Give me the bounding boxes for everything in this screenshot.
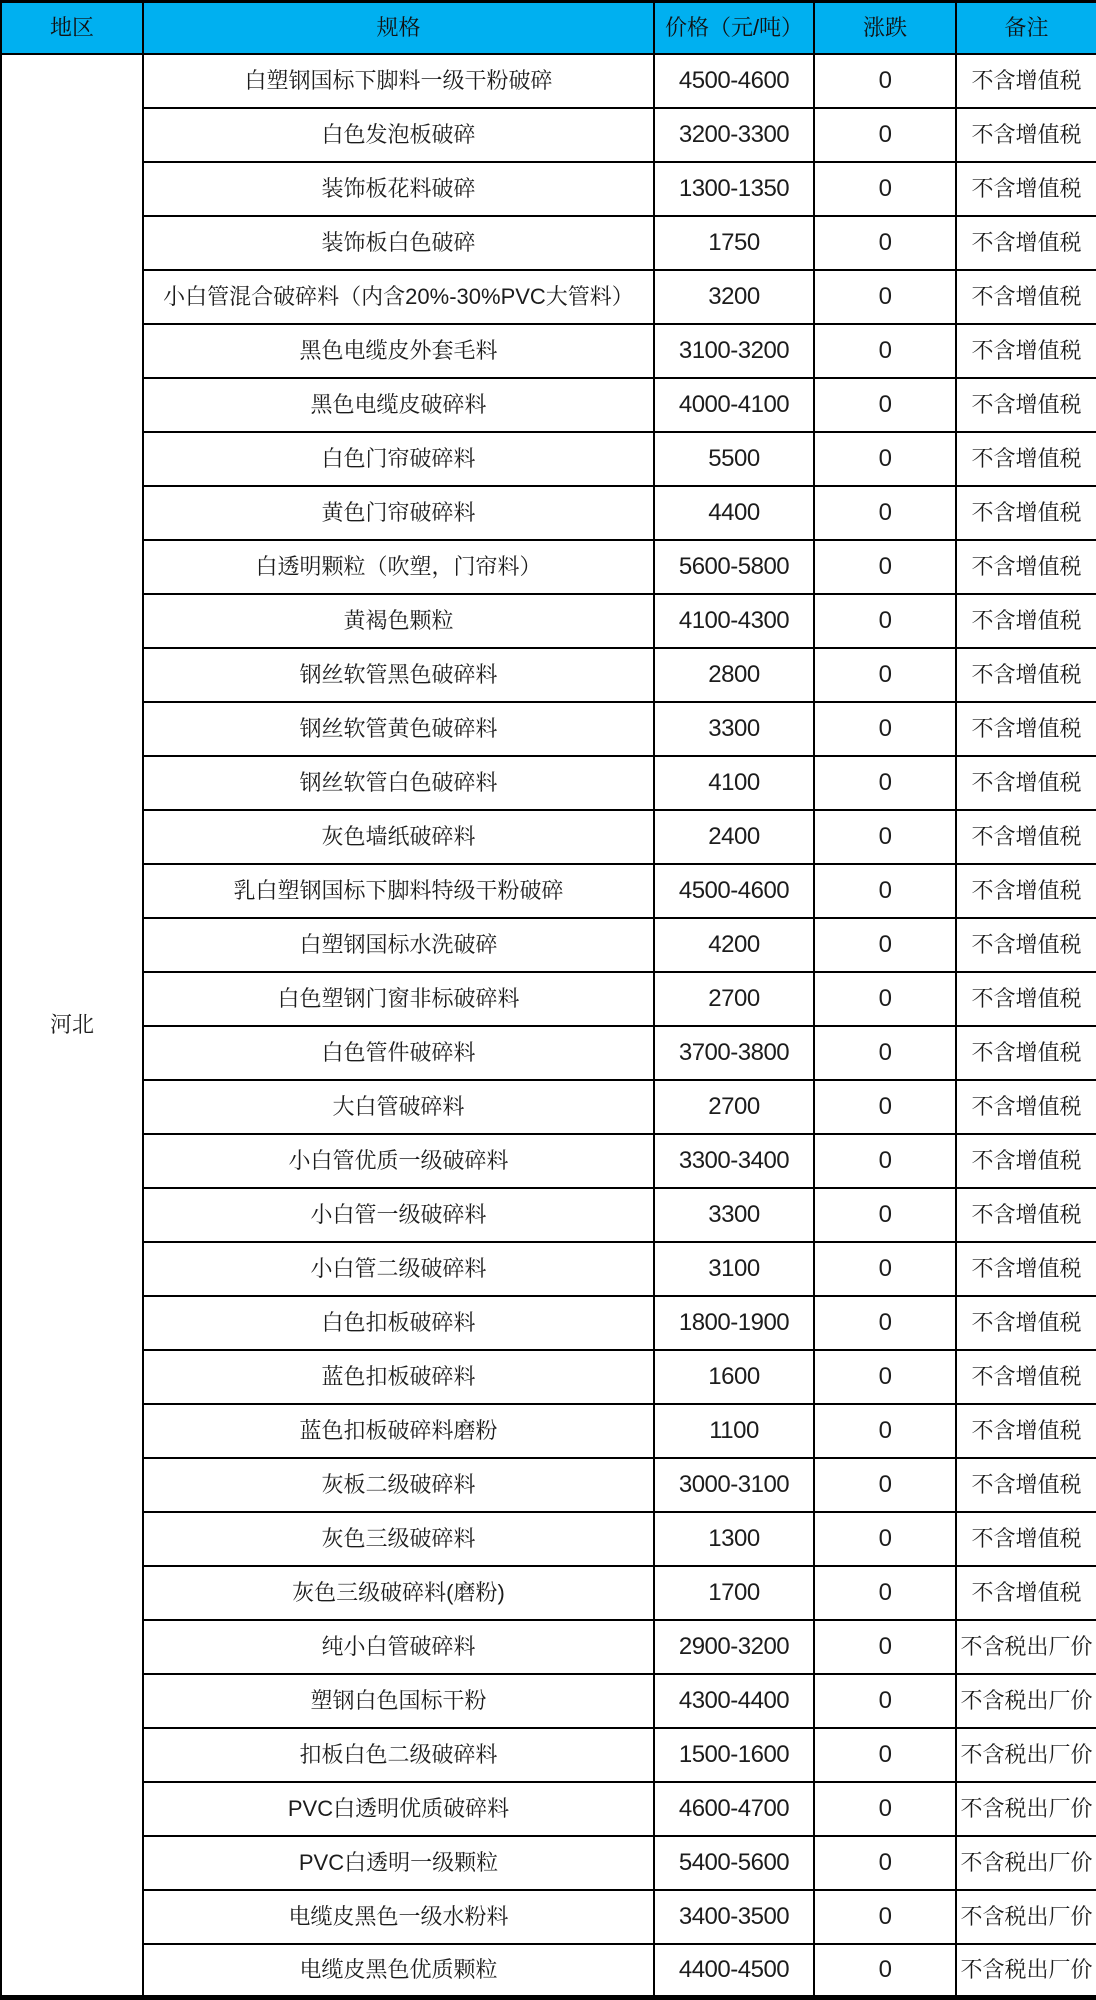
note-cell: 不含增值税 [956, 1512, 1096, 1566]
price-cell: 5400-5600 [654, 1836, 814, 1890]
price-cell: 4100 [654, 756, 814, 810]
price-cell: 1700 [654, 1566, 814, 1620]
note-cell: 不含税出厂价 [956, 1890, 1096, 1944]
price-cell: 1750 [654, 216, 814, 270]
table-row [1, 918, 1096, 972]
table-row [1, 1674, 1096, 1728]
header-price: 价格（元/吨） [654, 2, 814, 54]
header-spec: 规格 [143, 2, 654, 54]
change-cell: 0 [814, 540, 956, 594]
table-row [1, 108, 1096, 162]
table-row [1, 1350, 1096, 1404]
price-cell: 1500-1600 [654, 1728, 814, 1782]
spec-cell: 扣板白色二级破碎料 [143, 1728, 654, 1782]
spec-cell: 装饰板花料破碎 [143, 162, 654, 216]
table-row [1, 378, 1096, 432]
table-header [1, 2, 1096, 54]
price-cell: 2700 [654, 1080, 814, 1134]
table-row [1, 1242, 1096, 1296]
note-cell: 不含税出厂价 [956, 1836, 1096, 1890]
note-cell: 不含增值税 [956, 702, 1096, 756]
header-row [1, 2, 1096, 54]
table-row [1, 1404, 1096, 1458]
price-cell: 4400-4500 [654, 1944, 814, 1998]
table-row [1, 1296, 1096, 1350]
change-cell: 0 [814, 1242, 956, 1296]
table-row [1, 594, 1096, 648]
header-change: 涨跌 [814, 2, 956, 54]
note-cell: 不含增值税 [956, 324, 1096, 378]
price-cell: 1800-1900 [654, 1296, 814, 1350]
spec-cell: 白色门帘破碎料 [143, 432, 654, 486]
note-cell: 不含增值税 [956, 810, 1096, 864]
change-cell: 0 [814, 1188, 956, 1242]
table-row [1, 810, 1096, 864]
header-note: 备注 [956, 2, 1096, 54]
note-cell: 不含税出厂价 [956, 1674, 1096, 1728]
note-cell: 不含增值税 [956, 216, 1096, 270]
spec-cell: 电缆皮黑色优质颗粒 [143, 1944, 654, 1998]
spec-cell: 电缆皮黑色一级水粉料 [143, 1890, 654, 1944]
spec-cell: 灰色三级破碎料 [143, 1512, 654, 1566]
table-row [1, 1728, 1096, 1782]
table-body [1, 54, 1096, 1998]
price-cell: 1100 [654, 1404, 814, 1458]
price-cell: 2700 [654, 972, 814, 1026]
spec-cell: 大白管破碎料 [143, 1080, 654, 1134]
table-row [1, 1458, 1096, 1512]
change-cell: 0 [814, 972, 956, 1026]
change-cell: 0 [814, 1836, 956, 1890]
change-cell: 0 [814, 1890, 956, 1944]
change-cell: 0 [814, 1782, 956, 1836]
change-cell: 0 [814, 1458, 956, 1512]
note-cell: 不含税出厂价 [956, 1782, 1096, 1836]
price-cell: 3200-3300 [654, 108, 814, 162]
change-cell: 0 [814, 1026, 956, 1080]
price-cell: 4600-4700 [654, 1782, 814, 1836]
change-cell: 0 [814, 432, 956, 486]
table-row [1, 1620, 1096, 1674]
note-cell: 不含增值税 [956, 270, 1096, 324]
note-cell: 不含增值税 [956, 972, 1096, 1026]
table-row [1, 1188, 1096, 1242]
note-cell: 不含税出厂价 [956, 1728, 1096, 1782]
price-cell: 1300 [654, 1512, 814, 1566]
change-cell: 0 [814, 810, 956, 864]
spec-cell: 小白管优质一级破碎料 [143, 1134, 654, 1188]
note-cell: 不含增值税 [956, 594, 1096, 648]
table-row [1, 270, 1096, 324]
table-row [1, 648, 1096, 702]
note-cell: 不含增值税 [956, 918, 1096, 972]
note-cell: 不含增值税 [956, 1404, 1096, 1458]
change-cell: 0 [814, 108, 956, 162]
note-cell: 不含增值税 [956, 864, 1096, 918]
spec-cell: 白色塑钢门窗非标破碎料 [143, 972, 654, 1026]
note-cell: 不含增值税 [956, 108, 1096, 162]
change-cell: 0 [814, 1080, 956, 1134]
spec-cell: 乳白塑钢国标下脚料特级干粉破碎 [143, 864, 654, 918]
table-row [1, 540, 1096, 594]
table-row [1, 1944, 1096, 1998]
table-row [1, 162, 1096, 216]
price-cell: 1600 [654, 1350, 814, 1404]
note-cell: 不含增值税 [956, 54, 1096, 108]
note-cell: 不含增值税 [956, 1080, 1096, 1134]
price-cell: 3300-3400 [654, 1134, 814, 1188]
note-cell: 不含增值税 [956, 648, 1096, 702]
table-row [1, 1782, 1096, 1836]
table-row [1, 1836, 1096, 1890]
change-cell: 0 [814, 1566, 956, 1620]
price-cell: 5600-5800 [654, 540, 814, 594]
spec-cell: 小白管一级破碎料 [143, 1188, 654, 1242]
table-row [1, 756, 1096, 810]
note-cell: 不含增值税 [956, 162, 1096, 216]
table-row [1, 54, 1096, 108]
note-cell: 不含税出厂价 [956, 1944, 1096, 1998]
change-cell: 0 [814, 918, 956, 972]
price-cell: 3400-3500 [654, 1890, 814, 1944]
table-row [1, 864, 1096, 918]
note-cell: 不含增值税 [956, 1566, 1096, 1620]
change-cell: 0 [814, 1350, 956, 1404]
spec-cell: 灰色墙纸破碎料 [143, 810, 654, 864]
table-row [1, 1890, 1096, 1944]
change-cell: 0 [814, 1296, 956, 1350]
change-cell: 0 [814, 486, 956, 540]
spec-cell: 白色发泡板破碎 [143, 108, 654, 162]
price-cell: 4200 [654, 918, 814, 972]
table-row [1, 1512, 1096, 1566]
table-row [1, 216, 1096, 270]
table-row [1, 702, 1096, 756]
price-cell: 2800 [654, 648, 814, 702]
spec-cell: 黑色电缆皮破碎料 [143, 378, 654, 432]
spec-cell: 灰色三级破碎料(磨粉) [143, 1566, 654, 1620]
spec-cell: 钢丝软管白色破碎料 [143, 756, 654, 810]
spec-cell: 白色扣板破碎料 [143, 1296, 654, 1350]
table-row [1, 1566, 1096, 1620]
table-row [1, 432, 1096, 486]
price-cell: 4400 [654, 486, 814, 540]
change-cell: 0 [814, 378, 956, 432]
spec-cell: 白塑钢国标下脚料一级干粉破碎 [143, 54, 654, 108]
table-row [1, 1026, 1096, 1080]
price-cell: 1300-1350 [654, 162, 814, 216]
change-cell: 0 [814, 54, 956, 108]
spec-cell: 小白管二级破碎料 [143, 1242, 654, 1296]
spec-cell: 蓝色扣板破碎料磨粉 [143, 1404, 654, 1458]
note-cell: 不含增值税 [956, 486, 1096, 540]
note-cell: 不含增值税 [956, 1296, 1096, 1350]
price-cell: 4300-4400 [654, 1674, 814, 1728]
change-cell: 0 [814, 702, 956, 756]
change-cell: 0 [814, 594, 956, 648]
spec-cell: 钢丝软管黄色破碎料 [143, 702, 654, 756]
change-cell: 0 [814, 324, 956, 378]
spec-cell: 小白管混合破碎料（内含20%-30%PVC大管料） [143, 270, 654, 324]
spec-cell: 纯小白管破碎料 [143, 1620, 654, 1674]
note-cell: 不含税出厂价 [956, 1620, 1096, 1674]
change-cell: 0 [814, 162, 956, 216]
change-cell: 0 [814, 1944, 956, 1998]
header-region: 地区 [1, 2, 143, 54]
table-row [1, 1134, 1096, 1188]
price-cell: 3000-3100 [654, 1458, 814, 1512]
spec-cell: 钢丝软管黑色破碎料 [143, 648, 654, 702]
price-cell: 2900-3200 [654, 1620, 814, 1674]
note-cell: 不含增值税 [956, 1242, 1096, 1296]
change-cell: 0 [814, 270, 956, 324]
change-cell: 0 [814, 1728, 956, 1782]
price-cell: 3700-3800 [654, 1026, 814, 1080]
spec-cell: 白色管件破碎料 [143, 1026, 654, 1080]
spec-cell: 塑钢白色国标干粉 [143, 1674, 654, 1728]
spec-cell: 装饰板白色破碎 [143, 216, 654, 270]
note-cell: 不含增值税 [956, 1026, 1096, 1080]
spec-cell: PVC白透明优质破碎料 [143, 1782, 654, 1836]
price-cell: 2400 [654, 810, 814, 864]
note-cell: 不含增值税 [956, 1134, 1096, 1188]
note-cell: 不含增值税 [956, 432, 1096, 486]
price-cell: 3300 [654, 702, 814, 756]
table-row [1, 324, 1096, 378]
table-row [1, 972, 1096, 1026]
price-cell: 4500-4600 [654, 54, 814, 108]
spec-cell: 白塑钢国标水洗破碎 [143, 918, 654, 972]
change-cell: 0 [814, 756, 956, 810]
price-cell: 3200 [654, 270, 814, 324]
note-cell: 不含增值税 [956, 540, 1096, 594]
note-cell: 不含增值税 [956, 1458, 1096, 1512]
table-row [1, 486, 1096, 540]
note-cell: 不含增值税 [956, 378, 1096, 432]
price-cell: 4100-4300 [654, 594, 814, 648]
change-cell: 0 [814, 1134, 956, 1188]
spec-cell: 黑色电缆皮外套毛料 [143, 324, 654, 378]
change-cell: 0 [814, 648, 956, 702]
change-cell: 0 [814, 1674, 956, 1728]
price-cell: 3300 [654, 1188, 814, 1242]
spec-cell: 灰板二级破碎料 [143, 1458, 654, 1512]
table-row [1, 1080, 1096, 1134]
note-cell: 不含增值税 [956, 1350, 1096, 1404]
price-cell: 4000-4100 [654, 378, 814, 432]
price-cell: 5500 [654, 432, 814, 486]
price-cell: 3100-3200 [654, 324, 814, 378]
spec-cell: 白透明颗粒（吹塑，门帘料） [143, 540, 654, 594]
price-cell: 4500-4600 [654, 864, 814, 918]
region-cell: 河北 [1, 54, 143, 1998]
change-cell: 0 [814, 1620, 956, 1674]
note-cell: 不含增值税 [956, 756, 1096, 810]
change-cell: 0 [814, 864, 956, 918]
spec-cell: 蓝色扣板破碎料 [143, 1350, 654, 1404]
change-cell: 0 [814, 216, 956, 270]
spec-cell: 黄褐色颗粒 [143, 594, 654, 648]
spec-cell: PVC白透明一级颗粒 [143, 1836, 654, 1890]
price-cell: 3100 [654, 1242, 814, 1296]
change-cell: 0 [814, 1512, 956, 1566]
change-cell: 0 [814, 1404, 956, 1458]
note-cell: 不含增值税 [956, 1188, 1096, 1242]
spec-cell: 黄色门帘破碎料 [143, 486, 654, 540]
